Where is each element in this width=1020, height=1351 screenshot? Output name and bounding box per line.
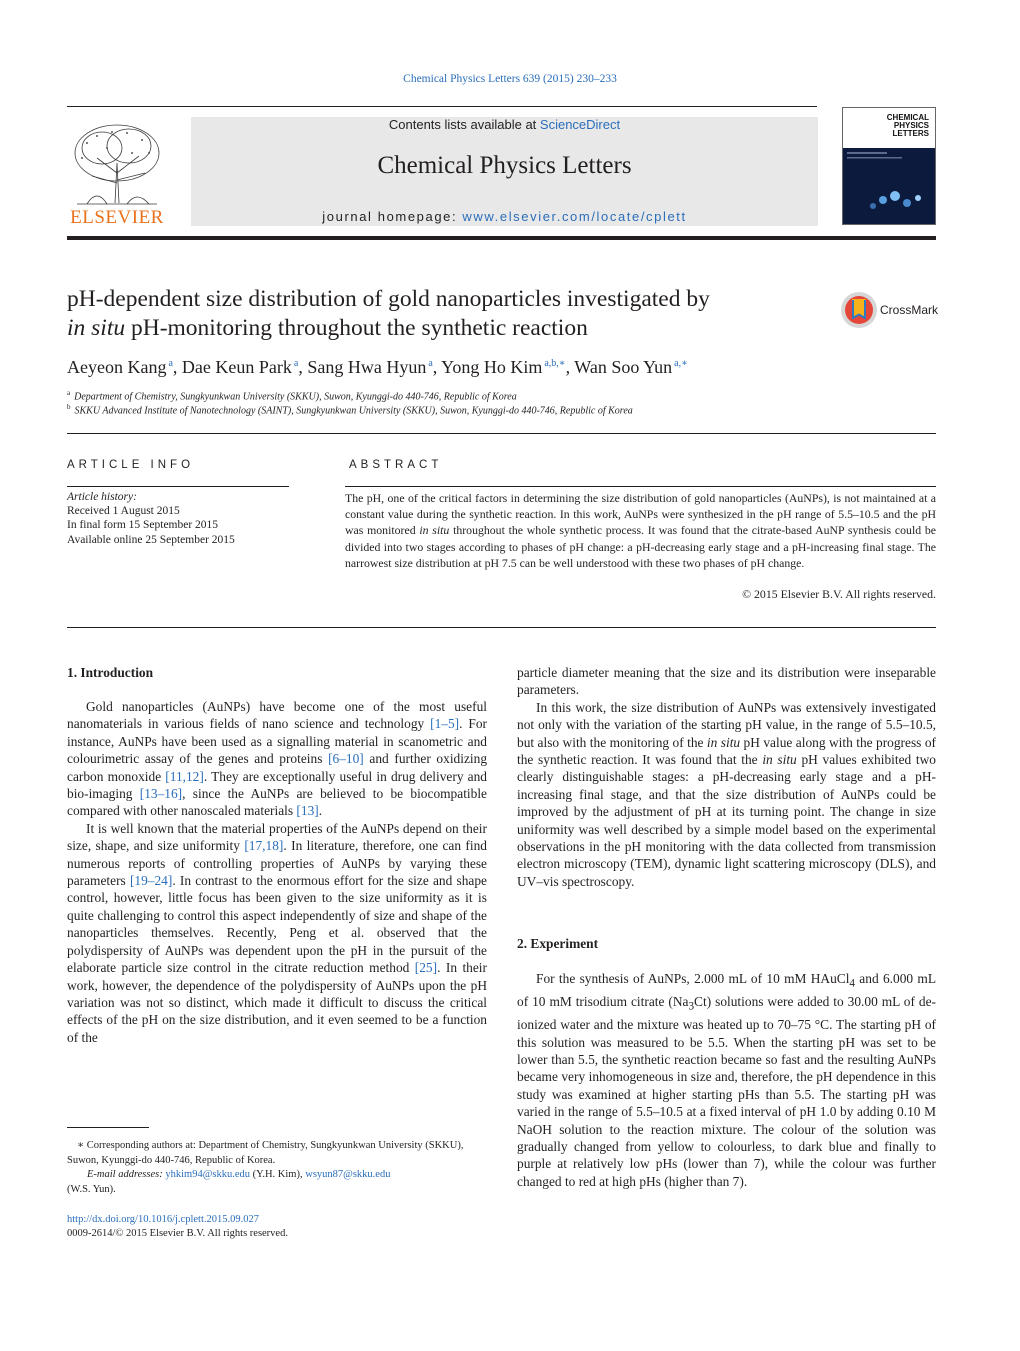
intro-paragraph-2: It is well known that the material properties of the AuNPs depend on their size, shape, and size uniformity [17,18]. In literature, therefore, one can find numerous reports of controlling properties of AuNPs by varying these parameters [19–24]. In contrast to the enormous effort for the size and shape control, however, little focus has been given to the size uniformity as it is quite challenging to control this aspect independently of size and shape of the nanoparticles themselves. Recently, Peng et al. observed that the polydispersity of AuNPs was dependent upon the pH in the pursuit of the elaborate particle size control in the citrate reduction method [25]. In their work, however, the dependence of the polydispersity of AuNPs upon the pH variation was not so distinct, which made it difficult to discuss the critical effects of the pH on the size distribution, and it even seemed to be a function of the — [67, 820, 487, 1045]
author-affiliation-mark[interactable]: a,∗ — [674, 358, 688, 369]
contents-prefix: Contents lists available at — [388, 117, 540, 132]
affiliation-mark: b — [67, 403, 71, 411]
author-name[interactable]: Aeyeon Kang — [67, 357, 167, 377]
author-affiliation-mark[interactable]: a — [293, 358, 299, 369]
abstract-part: The pH, one of the critical factors in determining the size distribution of gold nanoparticles (AuNPs), is not maintained at a constant value during the synthetic reaction. In this work, AuNPs were synthesized in the pH range of 5.5–10.5 and the pH was monitored — [345, 491, 936, 538]
abstract-italic: in situ — [419, 523, 450, 538]
intro-paragraph-2-continued: particle diameter meaning that the size and its distribution were inseparable parameters. — [517, 665, 936, 698]
corresponding-text: ∗ Corresponding authors at: Department of Chemistry, Sungkyunkwan University (SKKU), Suwon, Kyunggi-do 440-746, Republic of Korea. — [67, 1140, 464, 1166]
contents-availability — [191, 117, 818, 132]
title-italic: in situ — [67, 315, 126, 341]
homepage-link[interactable]: www.elsevier.com/locate/cplett — [462, 209, 687, 224]
journal-reference[interactable]: Chemical Physics Letters 639 (2015) 230–233 — [403, 73, 617, 85]
article-history — [67, 490, 235, 547]
citation-link[interactable]: [13] — [296, 803, 319, 819]
email-link[interactable]: yhkim94@skku.edu — [165, 1169, 250, 1180]
abstract-heading: ABSTRACT — [349, 459, 443, 471]
abstract-rule — [345, 486, 936, 487]
author-name[interactable]: Wan Soo Yun — [574, 357, 673, 377]
section-heading-experiment: 2. Experiment — [517, 936, 599, 951]
doi-link[interactable]: http://dx.doi.org/10.1016/j.cplett.2015.09.027 — [67, 1214, 260, 1225]
author-name[interactable]: Yong Ho Kim — [441, 357, 543, 377]
article-info-rule — [67, 486, 289, 487]
homepage-label: journal homepage: — [322, 209, 463, 224]
article-title — [67, 285, 827, 343]
journal-title: Chemical Physics Letters — [377, 152, 632, 179]
experiment-column — [517, 970, 936, 1190]
experiment-paragraph-1: For the synthesis of AuNPs, 2.000 mL of 10 mM HAuCl$_4$ and 6.000 mL of 10 mM trisodium citrate $(Na_3Ct)$ solutions were added to 30.00 mL of de-ionized water and the mixture was heated up to 70–75 °C. The starting pH of this solution was measured to be 5.5. When the starting pH was set to be lower than 5.5, the synthetic reaction became so fast and the resulting AuNPs became very inhomogeneous in size and, therefore, the pH dependence in this study was examined at higher starting pHs than 5.5. The starting pH was varied in the range of 5.5–10.5 at a fixed interval of pH 1.0 by adding 0.10 M NaOH solution to the reaction mixture. The colour of the solution was gradually changed from yellow to colourless, to dark blue and finally to purple at relatively low pHs (lower than 7), while the colour was further changed to red at high pHs (higher than 7). — [517, 971, 936, 1189]
crossmark-label[interactable]: CrossMark — [880, 303, 939, 317]
left-column — [67, 698, 487, 1046]
title-rest: pH-monitoring throughout the synthetic reaction — [125, 315, 588, 341]
abstract-text — [345, 490, 936, 571]
received-date: Received 1 August 2015 — [67, 505, 180, 518]
online-date: Available online 25 September 2015 — [67, 533, 235, 546]
journal-cover-thumbnail[interactable] — [842, 107, 936, 225]
author-name[interactable]: Sang Hwa Hyun — [307, 357, 427, 377]
doi-block — [67, 1213, 288, 1241]
section-heading-introduction: 1. Introduction — [67, 665, 154, 680]
affiliation-text: Department of Chemistry, Sungkyunkwan University (SKKU), Suwon, Kyunggi-do 440-746, Republic of Korea — [74, 391, 517, 403]
affiliation-a — [67, 389, 517, 402]
elsevier-wordmark: ELSEVIER — [70, 207, 164, 228]
author-list: Aeyeon Kang $^a$, Dae Keun Park $^a$, Sang Hwa Hyun $^a$, Yong Ho Kim $^{a,b,∗}$, Wan Soo Yun $^{a,∗}$ — [67, 357, 688, 377]
author-affiliation-mark[interactable]: a,b,∗ — [544, 358, 566, 369]
email-link[interactable]: wsyun87@skku.edu — [305, 1169, 391, 1180]
intro-paragraph-3: In this work, the size distribution of AuNPs was extensively investigated not only with the variation of the starting pH value, in the range of 5.5–10.5, but also with the monitoring of the in situ pH value along with the progress of the synthetic reaction. It was found that the in situ pH values exhibited two clearly distinguishable stages: a pH-decreasing early stage and a pH-increasing final stage, and that the size distribution of AuNPs could be improved by the adjustment of pH at its turning point. The change in size uniformity was well described by a simple model based on the experimental observations in the pH monitoring with the data collected from transmission electron microscopy (TEM), dynamic light scattering microscopy (DLS), and UV–vis spectroscopy. — [517, 699, 936, 889]
sciencedirect-link[interactable]: ScienceDirect — [539, 117, 621, 132]
affiliation-rule — [67, 433, 936, 434]
affiliation-b — [67, 403, 633, 416]
email-line — [67, 1168, 487, 1183]
right-column — [517, 664, 936, 890]
corresponding-author-note — [67, 1139, 487, 1197]
header-thick-rule — [67, 236, 936, 240]
affiliation-mark: a — [67, 389, 71, 397]
article-info-heading: ARTICLE INFO — [67, 459, 195, 471]
abstract-part: throughout the whole synthetic process. It was found that the citrate-based AuNP synthesis could be divided into two stages according to phases of pH change: a pH-decreasing early stage and a pH-increasing final stage. The narrowest size distribution at pH 7.5 can be well understood with these two phases of pH change. — [345, 523, 937, 570]
header-top-rule — [67, 106, 817, 107]
title-line-2 — [67, 314, 827, 343]
author-affiliation-mark[interactable]: a — [168, 358, 173, 369]
cover-artwork — [843, 148, 936, 225]
email-owner-2: (W.S. Yun). — [67, 1183, 116, 1195]
cover-title: CHEMICAL PHYSICS LETTERS — [886, 113, 929, 138]
email-owner: (Y.H. Kim), — [250, 1169, 306, 1180]
intro-paragraph-1: Gold nanoparticles (AuNPs) have become one of the most useful nanomaterials in various fields of nano science and technology [1–5]. For instance, AuNPs have been used as a signalling material in scanometric and colourimetric assay of the genes and proteins [6–10] and further oxidizing carbon monoxide [11,12]. They are exceptionally useful in drug delivery and bio-imaging [13–16], since the AuNPs are believed to be biocompatible compared with other nanoscaled materials [13]. — [67, 699, 488, 819]
affiliation-text: SKKU Advanced Institute of Nanotechnology (SAINT), Sungkyunkwan University (SKKU), Suwon, Kyunggi-do 440-746, Republic of Korea — [74, 405, 633, 417]
body-top-rule — [67, 627, 936, 628]
citation-link[interactable]: [17,18] — [244, 838, 284, 854]
citation-link[interactable]: [13–16] — [139, 786, 183, 802]
abstract-copyright: © 2015 Elsevier B.V. All rights reserved. — [742, 587, 936, 601]
journal-homepage — [191, 209, 818, 224]
email-label: E-mail addresses: — [87, 1169, 166, 1180]
title-line-1: pH-dependent size distribution of gold nanoparticles investigated by — [67, 286, 710, 312]
issn-line: 0009-2614/© 2015 Elsevier B.V. All rights reserved. — [67, 1228, 288, 1239]
citation-link[interactable]: [19–24] — [129, 873, 173, 889]
footnote-rule — [67, 1127, 149, 1128]
author-affiliation-mark[interactable]: a — [428, 358, 433, 369]
revised-date: In final form 15 September 2015 — [67, 519, 219, 532]
author-name[interactable]: Dae Keun Park — [181, 357, 292, 377]
citation-link[interactable]: [1–5] — [430, 716, 460, 732]
citation-link[interactable]: [6–10] — [328, 751, 364, 767]
citation-link[interactable]: [11,12] — [165, 768, 204, 784]
citation-link[interactable]: [25] — [414, 960, 438, 976]
history-label: Article history: — [67, 491, 137, 503]
